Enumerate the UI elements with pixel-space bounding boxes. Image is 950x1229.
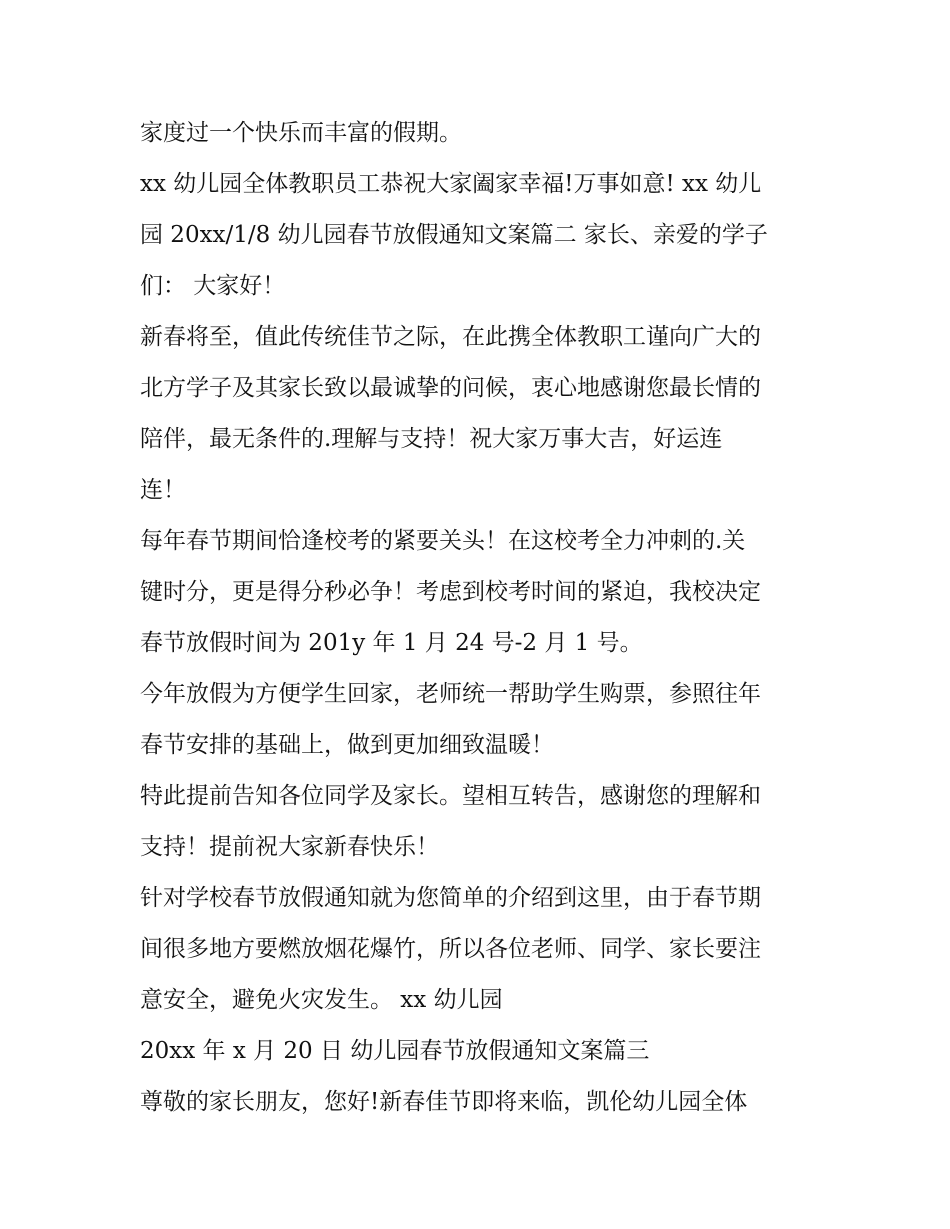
text-line-9: 每年春节期间恰逢校考的紧要关头！在这校考全力冲刺的.关 xyxy=(140,528,746,554)
text-line-11: 春节放假时间为 201y 年 1 月 24 号-2 月 1 号。 xyxy=(140,630,643,656)
text-line-14: 特此提前告知各位同学及家长。望相互转告，感谢您的理解和 xyxy=(140,783,761,809)
text-line-2: xx 幼儿园全体教职员工恭祝大家阖家幸福!万事如意! xx 幼儿 xyxy=(140,171,762,197)
text-line-8: 连！ xyxy=(140,477,186,503)
text-line-13: 春节安排的基础上，做到更加细致温暖！ xyxy=(140,732,554,758)
text-line-17: 间很多地方要燃放烟花爆竹，所以各位老师、同学、家长要注 xyxy=(140,936,761,962)
text-line-15: 支持！提前祝大家新春快乐！ xyxy=(140,834,439,860)
text-line-5: 新春将至，值此传统佳节之际，在此携全体教职工谨向广大的 xyxy=(140,324,761,350)
text-line-20: 尊敬的家长朋友，您好!新春佳节即将来临，凯伦幼儿园全体 xyxy=(140,1089,748,1115)
text-line-16: 针对学校春节放假通知就为您简单的介绍到这里，由于春节期 xyxy=(140,885,761,911)
text-line-18: 意安全，避免火灾发生。 xx 幼儿园 xyxy=(140,987,503,1013)
text-line-4: 们： 大家好！ xyxy=(140,273,286,299)
document-body xyxy=(140,108,820,1128)
text-line-12: 今年放假为方便学生回家，老师统一帮助学生购票，参照往年 xyxy=(140,681,761,707)
text-line-3: 园 20xx/1/8 幼儿园春节放假通知文案篇二 家长、亲爱的学子 xyxy=(140,222,768,248)
text-line-10: 键时分，更是得分秒必争！考虑到校考时间的紧迫，我校决定 xyxy=(140,579,761,605)
text-line-6: 北方学子及其家长致以最诚挚的问候，衷心地感谢您最长情的 xyxy=(140,375,761,401)
text-line-1: 家度过一个快乐而丰富的假期。 xyxy=(140,120,462,146)
text-line-19: 20xx 年 x 月 20 日 幼儿园春节放假通知文案篇三 xyxy=(140,1038,650,1064)
text-line-7: 陪伴，最无条件的.理解与支持！祝大家万事大吉，好运连 xyxy=(140,426,723,452)
